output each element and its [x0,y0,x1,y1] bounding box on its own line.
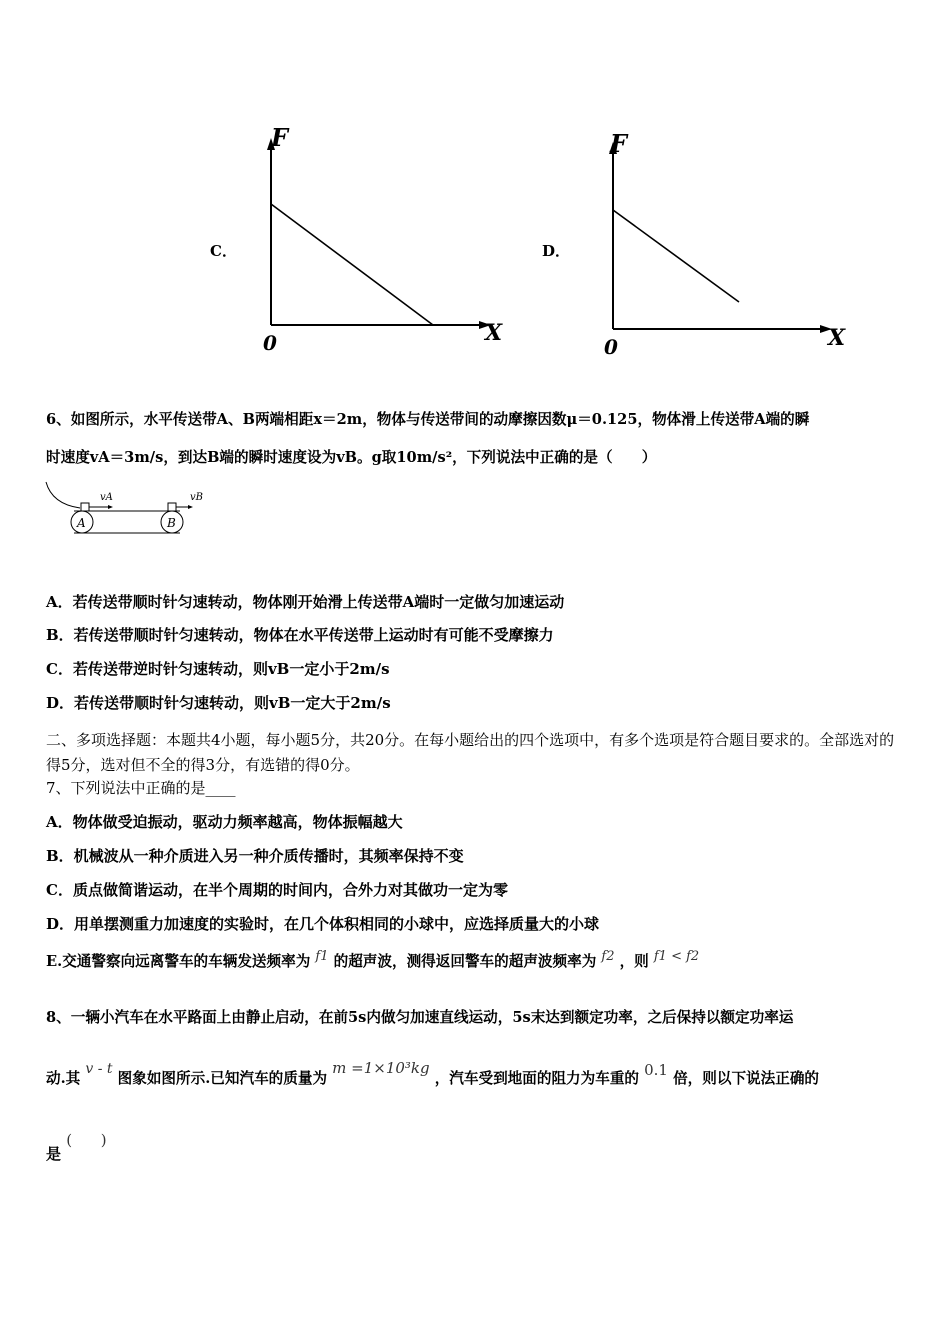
graph-c-origin: 0 [263,331,277,355]
q8-text-b: 图象如图所示.已知汽车的质量为 [117,1070,328,1087]
graph-d-origin: 0 [604,335,618,359]
section2-header: 二、多项选择题：本题共4小题，每小题5分，共20分。在每小题给出的四个选项中，有多个选项是符合题目要求的。全部选对的得5分，选对但不全的得3分，有选错的得0分。 [46,731,895,774]
block-a [81,503,89,511]
conveyor-diagram [40,478,220,542]
q6-option-c: C．若传送带逆时针匀速转动，则vB一定小于2m/s [46,660,390,678]
q8-text-d: 倍，则以下说法正确的 [673,1070,820,1087]
q7-e-text3: ，则 [619,953,649,970]
ramp-curve [46,482,80,508]
q8-paren: ( ) [66,1131,107,1149]
q7-e-text2: 的超声波，测得返回警车的超声波频率为 [333,953,597,970]
graph-c [255,120,515,360]
vb-arrow-icon [188,505,193,509]
q7-option-b: B．机械波从一种介质进入另一种介质传播时，其频率保持不变 [46,847,464,865]
q6-option-d: D．若传送带顺时针匀速转动，则vB一定大于2m/s [46,694,391,712]
q8-vt: v - t [85,1061,113,1077]
graph-c-line [271,204,433,325]
q7-e-text1: E.交通警察向远离警车的车辆发送频率为 [46,953,311,970]
va-arrow-icon [108,505,113,509]
pulley-b-label: B [167,516,176,530]
option-d-label: D． [542,242,571,260]
graph-d-y-label: F [610,129,628,158]
q6-stem-line1: 6、如图所示，水平传送带A、B两端相距x＝2m，物体与传送带间的动摩擦因数μ＝0.125，物体滑上传送带A端的瞬 [46,411,810,428]
graph-c-y-label: F [271,123,289,152]
graph-d-line [613,210,739,302]
q8-text-line3: 是 [46,1145,62,1163]
q7-option-c: C．质点做简谐运动，在半个周期的时间内，合外力对其做功一定为零 [46,881,508,899]
graph-d [596,124,866,364]
q7-e-f2: f2 [601,949,615,964]
q8-mass: m =1×10³kg [332,1059,430,1077]
q8-stem-line3 [46,1131,107,1164]
q8-text-a: 动.其 [46,1070,81,1087]
pulley-a-label: A [77,516,86,530]
q6-option-a: A．若传送带顺时针匀速转动，物体刚开始滑上传送带A端时一定做匀加速运动 [46,593,565,611]
option-c-label: C． [210,242,237,260]
block-b [168,503,176,511]
q7-e-f1: f1 [315,949,329,964]
q7-stem: 7、下列说法中正确的是____ [46,779,236,797]
graph-d-x-label: X [828,325,846,351]
q7-e-relation: f1 < f2 [653,949,700,964]
q7-option-d: D．用单摆测重力加速度的实验时，在几个体积相同的小球中，应选择质量大的小球 [46,915,600,933]
q8-stem-line1: 8、一辆小汽车在水平路面上由静止启动，在前5s内做匀加速直线运动，5s末达到额定功率，之后保持以额定功率运 [46,1009,794,1026]
q8-stem-line2 [46,1059,820,1089]
q6-stem-line2: 时速度vA＝3m/s，到达B端的瞬时速度设为vB。g取10m/s²，下列说法中正确的是（ ） [46,449,657,466]
vb-label: vB [190,492,203,503]
q7-option-a: A．物体做受迫振动，驱动力频率越高，物体振幅越大 [46,813,403,831]
q8-text-c: ，汽车受到地面的阻力为车重的 [434,1070,640,1087]
graph-c-x-label: X [485,320,503,346]
q8-ratio: 0.1 [644,1061,668,1079]
q6-option-b: B．若传送带顺时针匀速转动，物体在水平传送带上运动时有可能不受摩擦力 [46,626,554,644]
va-label: vA [100,492,113,503]
q7-option-e [46,949,700,973]
